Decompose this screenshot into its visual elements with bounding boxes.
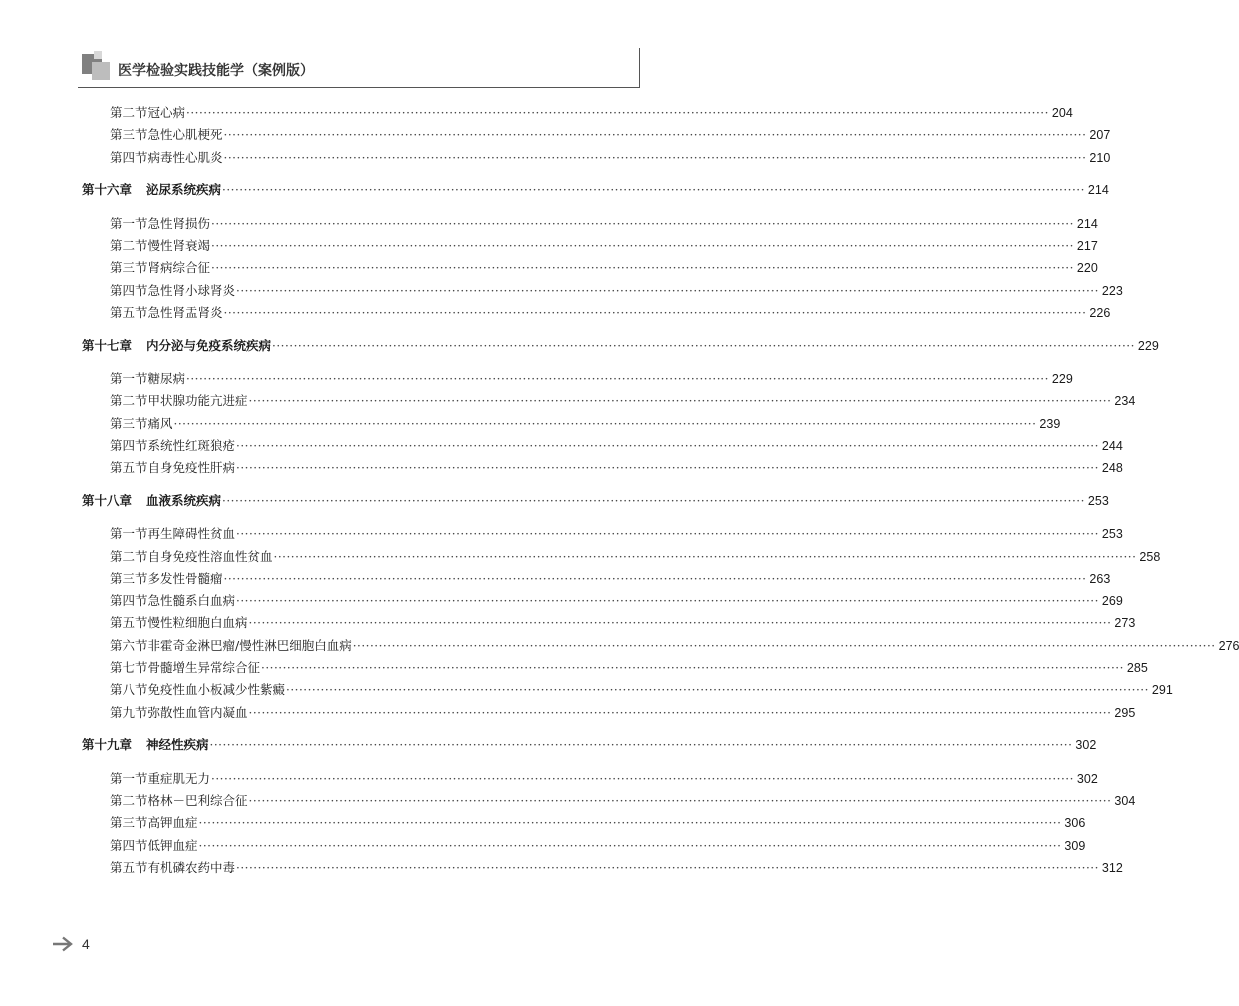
toc-section-row	[82, 237, 1098, 255]
toc-section-row	[82, 548, 1161, 566]
toc-section-row	[82, 437, 1123, 455]
section-number: 第四节	[110, 283, 148, 298]
dot-leader: ········································································································································································································	[248, 794, 1112, 808]
chapter-title: 内分泌与免疫系统疾病	[146, 338, 272, 353]
section-title: 慢性粒细胞白血病	[147, 615, 248, 630]
toc-section-row	[82, 637, 1239, 655]
section-title: 格林－巴利综合征	[147, 793, 248, 808]
chapter-number: 第十六章	[82, 182, 133, 197]
section-title: 再生障碍性贫血	[147, 526, 236, 541]
dot-leader: ········································································································································································································	[186, 106, 1049, 120]
section-number: 第三节	[110, 127, 148, 142]
dot-leader: ········································································································································································································	[272, 339, 1135, 353]
section-title: 痛风	[147, 416, 173, 431]
section-title: 急性髓系白血病	[147, 593, 236, 608]
section-number: 第四节	[110, 438, 148, 453]
page-ref: 309	[1064, 839, 1086, 853]
toc-section-row	[82, 704, 1136, 722]
page-ref: 244	[1101, 439, 1123, 453]
page-ref: 302	[1076, 772, 1098, 786]
toc-section-row	[82, 837, 1086, 855]
page-ref: 306	[1064, 816, 1086, 830]
dot-leader: ········································································································································································································	[248, 706, 1112, 720]
section-title: 急性肾小球肾炎	[147, 283, 236, 298]
section-title: 急性心肌梗死	[147, 127, 223, 142]
section-title: 非霍奇金淋巴瘤/慢性淋巴细胞白血病	[147, 638, 352, 653]
section-number: 第二节	[110, 238, 148, 253]
page-ref: 285	[1126, 661, 1148, 675]
page-ref: 304	[1114, 794, 1136, 808]
section-number: 第五节	[110, 860, 148, 875]
toc-section-row	[82, 415, 1061, 433]
page-ref: 226	[1089, 306, 1111, 320]
dot-leader: ········································································································································································································	[222, 494, 1085, 508]
page-ref: 220	[1076, 261, 1098, 275]
page-ref: 239	[1039, 417, 1061, 431]
dot-leader: ········································································································································································································	[236, 527, 1099, 541]
dot-leader: ········································································································································································································	[211, 217, 1074, 231]
dot-leader: ········································································································································································································	[236, 284, 1099, 298]
toc-section-row	[82, 525, 1123, 543]
dot-leader: ········································································································································································································	[211, 261, 1074, 275]
toc-chapter-row	[82, 736, 1097, 754]
section-title: 冠心病	[147, 105, 186, 120]
section-title: 自身免疫性肝病	[147, 460, 236, 475]
toc-section-row	[82, 681, 1173, 699]
dot-leader: ········································································································································································································	[286, 683, 1149, 697]
section-title: 急性肾损伤	[147, 216, 211, 231]
section-number: 第四节	[110, 838, 148, 853]
toc-section-row	[82, 814, 1086, 832]
toc-section-row	[82, 592, 1123, 610]
toc-chapter-row	[82, 181, 1109, 199]
section-number: 第九节	[110, 705, 148, 720]
chapter-number: 第十七章	[82, 338, 133, 353]
page-ref: 248	[1101, 461, 1123, 475]
page-ref: 263	[1089, 572, 1111, 586]
arrow-right-icon	[52, 936, 74, 952]
toc-section-row	[82, 792, 1136, 810]
chapter-number: 第十八章	[82, 493, 133, 508]
toc-section-row	[82, 459, 1123, 477]
page-ref: 234	[1114, 394, 1136, 408]
section-title: 高钾血症	[147, 815, 198, 830]
header-rule	[78, 87, 640, 88]
section-number: 第一节	[110, 526, 148, 541]
dot-leader: ········································································································································································································	[273, 550, 1137, 564]
section-title: 甲状腺功能亢进症	[147, 393, 248, 408]
dot-leader: ········································································································································································································	[222, 183, 1085, 197]
section-title: 重症肌无力	[147, 771, 211, 786]
toc-section-row	[82, 570, 1111, 588]
dot-leader: ········································································································································································································	[248, 394, 1112, 408]
toc-section-row	[82, 282, 1123, 300]
page-ref: 276	[1218, 639, 1239, 653]
section-title: 慢性肾衰竭	[147, 238, 211, 253]
page-ref: 214	[1076, 217, 1098, 231]
section-number: 第一节	[110, 216, 148, 231]
dot-leader: ········································································································································································································	[236, 461, 1099, 475]
toc-section-row	[82, 304, 1111, 322]
section-number: 第八节	[110, 682, 148, 697]
section-title: 自身免疫性溶血性贫血	[147, 549, 273, 564]
book-title: 医学检验实践技能学（案例版）	[118, 63, 314, 79]
dot-leader: ········································································································································································································	[209, 738, 1073, 752]
dot-leader: ········································································································································································································	[223, 572, 1087, 586]
toc-section-row	[82, 614, 1136, 632]
toc-section-row	[82, 659, 1148, 677]
toc-section-row	[82, 149, 1111, 167]
chapter-number: 第十九章	[82, 737, 133, 752]
section-number: 第一节	[110, 771, 148, 786]
section-number: 第六节	[110, 638, 148, 653]
section-number: 第二节	[110, 105, 148, 120]
dot-leader: ········································································································································································································	[198, 839, 1062, 853]
section-title: 病毒性心肌炎	[147, 150, 223, 165]
dot-leader: ········································································································································································································	[211, 772, 1074, 786]
dot-leader: ········································································································································································································	[223, 151, 1087, 165]
section-number: 第四节	[110, 593, 148, 608]
dot-leader: ········································································································································································································	[248, 616, 1112, 630]
section-number: 第三节	[110, 815, 148, 830]
page-ref: 253	[1101, 527, 1123, 541]
page-ref: 253	[1087, 494, 1109, 508]
section-title: 多发性骨髓瘤	[147, 571, 223, 586]
chapter-title: 神经性疾病	[146, 737, 209, 752]
section-title: 糖尿病	[147, 371, 186, 386]
toc-section-row	[82, 370, 1073, 388]
dot-leader: ········································································································································································································	[223, 128, 1087, 142]
page-ref: 291	[1151, 683, 1173, 697]
page-ref: 229	[1137, 339, 1159, 353]
dot-leader: ········································································································································································································	[173, 417, 1037, 431]
page-ref: 210	[1089, 151, 1111, 165]
section-title: 肾病综合征	[147, 260, 211, 275]
dot-leader: ········································································································································································································	[261, 661, 1124, 675]
section-number: 第一节	[110, 371, 148, 386]
page-ref: 223	[1101, 284, 1123, 298]
page-ref: 302	[1075, 738, 1097, 752]
toc-chapter-row	[82, 492, 1109, 510]
section-number: 第三节	[110, 260, 148, 275]
header-logo	[78, 48, 112, 82]
header-vertical-rule	[639, 48, 640, 88]
section-title: 系统性红斑狼疮	[147, 438, 236, 453]
section-number: 第五节	[110, 305, 148, 320]
section-number: 第七节	[110, 660, 148, 675]
section-number: 第二节	[110, 549, 148, 564]
page-number: 4	[82, 936, 90, 952]
dot-leader: ········································································································································································································	[223, 306, 1087, 320]
dot-leader: ········································································································································································································	[186, 372, 1049, 386]
page-ref: 207	[1089, 128, 1111, 142]
section-number: 第二节	[110, 393, 148, 408]
toc-section-row	[82, 859, 1123, 877]
toc-section-row	[82, 126, 1111, 144]
dot-leader: ········································································································································································································	[198, 816, 1062, 830]
dot-leader: ········································································································································································································	[352, 639, 1216, 653]
section-title: 低钾血症	[147, 838, 198, 853]
toc-section-row	[82, 104, 1073, 122]
page-ref: 312	[1101, 861, 1123, 875]
chapter-title: 血液系统疾病	[146, 493, 222, 508]
dot-leader: ········································································································································································································	[236, 594, 1099, 608]
page-ref: 217	[1076, 239, 1098, 253]
section-title: 急性肾盂肾炎	[147, 305, 223, 320]
section-number: 第二节	[110, 793, 148, 808]
page-ref: 214	[1087, 183, 1109, 197]
toc-section-row	[82, 215, 1098, 233]
page-ref: 204	[1051, 106, 1073, 120]
section-title: 弥散性血管内凝血	[147, 705, 248, 720]
dot-leader: ········································································································································································································	[236, 861, 1099, 875]
dot-leader: ········································································································································································································	[236, 439, 1099, 453]
section-number: 第三节	[110, 416, 148, 431]
dot-leader: ········································································································································································································	[211, 239, 1074, 253]
toc-section-row	[82, 770, 1098, 788]
section-number: 第三节	[110, 571, 148, 586]
toc-section-row	[82, 392, 1136, 410]
section-number: 第四节	[110, 150, 148, 165]
section-title: 骨髓增生异常综合征	[147, 660, 261, 675]
page-ref: 269	[1101, 594, 1123, 608]
section-number: 第五节	[110, 460, 148, 475]
toc-section-row	[82, 259, 1098, 277]
chapter-title: 泌尿系统疾病	[146, 182, 222, 197]
section-number: 第五节	[110, 615, 148, 630]
page-ref: 295	[1114, 706, 1136, 720]
page-ref: 258	[1139, 550, 1161, 564]
toc-chapter-row	[82, 337, 1159, 355]
page-ref: 273	[1114, 616, 1136, 630]
page-ref: 229	[1051, 372, 1073, 386]
section-title: 有机磷农药中毒	[147, 860, 236, 875]
running-header	[78, 48, 640, 88]
section-title: 免疫性血小板减少性紫癜	[147, 682, 286, 697]
